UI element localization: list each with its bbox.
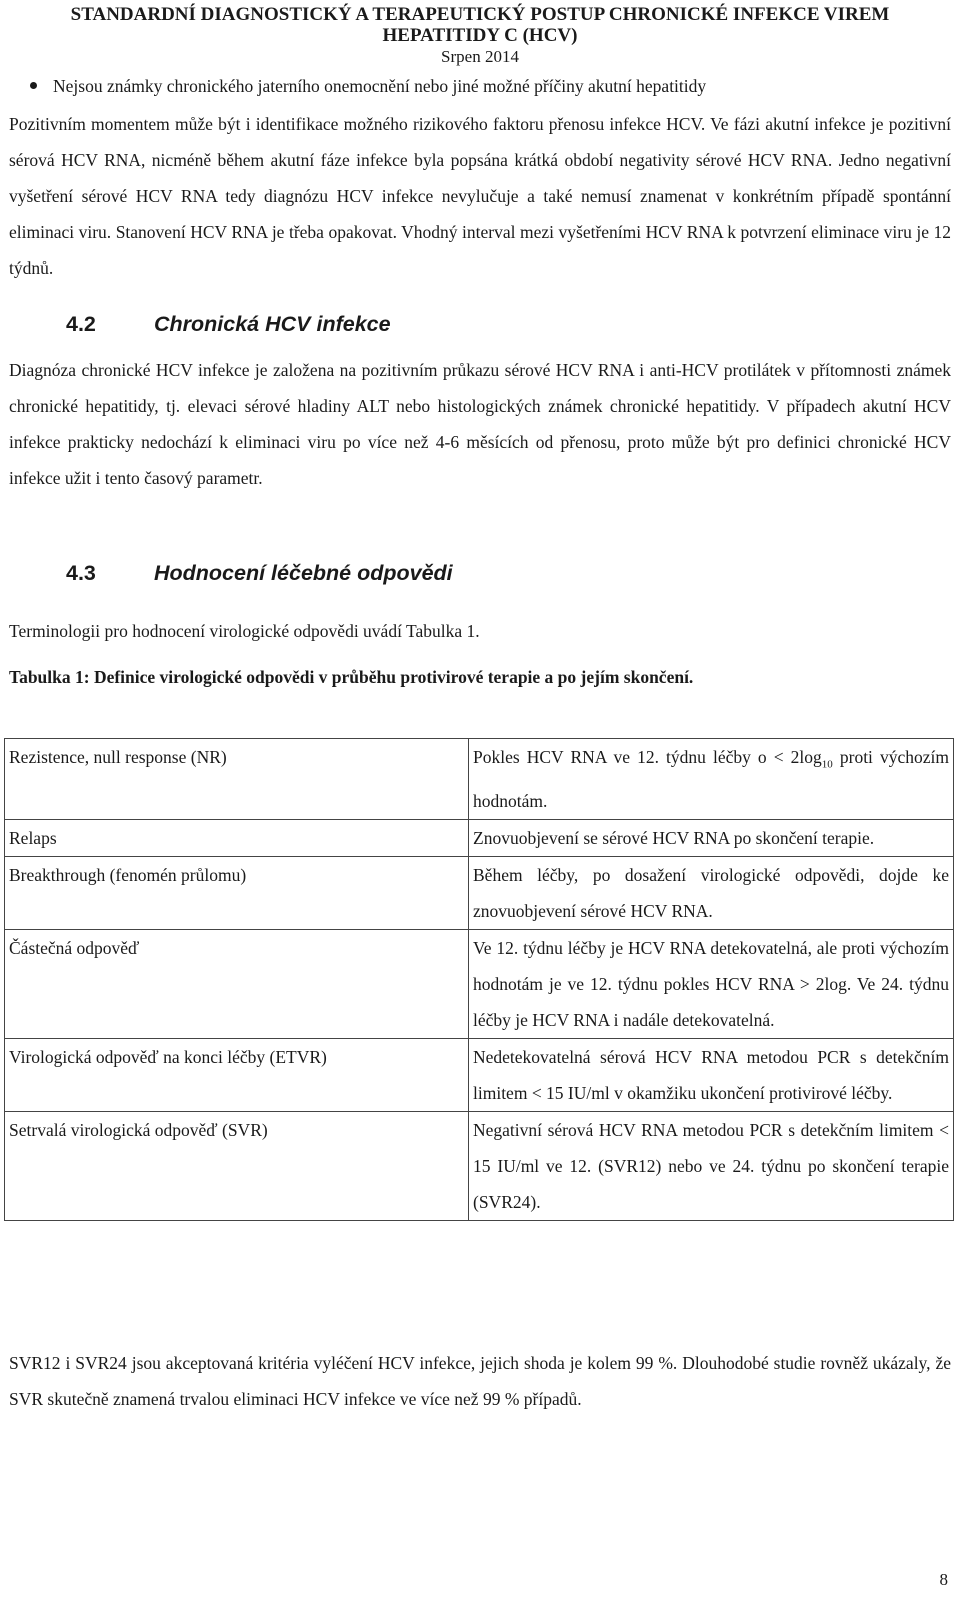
section-heading-4-3 xyxy=(66,561,453,586)
bullet-text: Nejsou známky chronického jaterního onemocnění nebo jiné možné příčiny akutní hepatitidy xyxy=(53,76,707,96)
definition-text: Ve 12. týdnu léčby je HCV RNA detekovatelná, ale proti výchozím hodnotám je ve 12. týdnu pokles HCV RNA > 2log. Ve 24. týdnu léčby je HCV RNA i nadále detekovatelná. xyxy=(473,937,949,1030)
row-definition xyxy=(469,819,954,856)
section-title: Chronická HCV infekce xyxy=(154,312,391,336)
header-title-line1: STANDARDNÍ DIAGNOSTICKÝ A TERAPEUTICKÝ POSTUP CHRONICKÉ INFEKCE VIREM xyxy=(70,4,890,25)
table-row xyxy=(5,1038,954,1111)
response-definitions-table xyxy=(4,738,954,1221)
row-term: Breakthrough (fenomén průlomu) xyxy=(5,856,469,929)
section-heading-4-2 xyxy=(66,312,391,337)
row-definition xyxy=(469,856,954,929)
row-term: Částečná odpověď xyxy=(5,929,469,1038)
definition-text: Negativní sérová HCV RNA metodou PCR s detekčním limitem < 15 IU/ml ve 12. (SVR12) nebo ve 24. týdnu po skončení terapie (SVR24). xyxy=(473,1119,949,1212)
table-row xyxy=(5,819,954,856)
section-number: 4.2 xyxy=(66,312,96,336)
table-row xyxy=(5,856,954,929)
definition-text: Znovuobjevení se sérové HCV RNA po skončení terapie. xyxy=(473,827,875,848)
paragraph-acute: Pozitivním momentem může být i identifikace možného rizikového faktoru přenosu infekce HCV. Ve fázi akutní infekce je pozitivní sérová HCV RNA, nicméně během akutní fáze infekce byla popsána krátká období negativity sérové HCV RNA. Jedno negativní vyšetření sérové HCV RNA tedy diagnózu HCV infekce nevylučuje a také nemusí znamenat v konkrétním případě spontánní eliminaci viru. Stanovení HCV RNA je třeba opakovat. Vhodný interval mezi vyšetřeními HCV RNA k potvrzení eliminace viru je 12 týdnů. xyxy=(9,114,951,278)
definition-text: Pokles HCV RNA ve 12. týdnu léčby o < 2log xyxy=(473,747,822,767)
definition-text-cont: proti výchozím hodnotám. xyxy=(473,747,949,811)
row-definition xyxy=(469,1111,954,1220)
row-term: Setrvalá virologická odpověď (SVR) xyxy=(5,1111,469,1220)
row-term: Virologická odpověď na konci léčby (ETVR) xyxy=(5,1038,469,1111)
row-definition xyxy=(469,929,954,1038)
definition-text: Během léčby, po dosažení virologické odpovědi, dojde ke znovuobjevení sérové HCV RNA. xyxy=(473,864,949,921)
table-row xyxy=(5,929,954,1038)
paragraph-chronic: Diagnóza chronické HCV infekce je založena na pozitivním průkazu sérové HCV RNA i anti-HCV protilátek v přítomnosti známek chronické hepatitidy, tj. elevaci sérové hladiny ALT nebo histologických známek chronické hepatitidy. V případech akutní HCV infekce prakticky nedochází k eliminaci viru po více než 4-6 měsících od přenosu, proto může být pro definici chronické HCV infekce užit i tento časový parametr. xyxy=(9,360,951,488)
row-definition xyxy=(469,739,954,820)
table-intro: Terminologii pro hodnocení virologické odpovědi uvádí Tabulka 1. xyxy=(9,621,480,641)
row-definition xyxy=(469,1038,954,1111)
table-row xyxy=(5,739,954,820)
bullet-item xyxy=(30,76,706,97)
section-number: 4.3 xyxy=(66,561,96,585)
definition-subscript: 10 xyxy=(821,758,833,771)
definition-text: Nedetekovatelná sérová HCV RNA metodou PCR s detekčním limitem < 15 IU/ml v okamžiku ukončení protivirové léčby. xyxy=(473,1046,949,1103)
row-term: Relaps xyxy=(5,819,469,856)
header-date: Srpen 2014 xyxy=(441,47,519,66)
paragraph-closing: SVR12 i SVR24 jsou akceptovaná kritéria vyléčení HCV infekce, jejich shoda je kolem 99 %. Dlouhodobé studie rovněž ukázaly, že SVR skutečně znamená trvalou eliminaci HCV infekce ve více než 99 % případů. xyxy=(9,1353,951,1409)
document-header xyxy=(0,0,960,67)
header-title-line2: HEPATITIDY C (HCV) xyxy=(382,25,578,46)
row-term: Rezistence, null response (NR) xyxy=(5,739,469,820)
table-row xyxy=(5,1111,954,1220)
section-title: Hodnocení léčebné odpovědi xyxy=(154,561,453,585)
page-number: 8 xyxy=(939,1570,948,1589)
table-caption: Tabulka 1: Definice virologické odpovědi v průběhu protivirové terapie a po jejím skončení. xyxy=(9,667,694,687)
bullet-dot-icon xyxy=(30,82,37,89)
